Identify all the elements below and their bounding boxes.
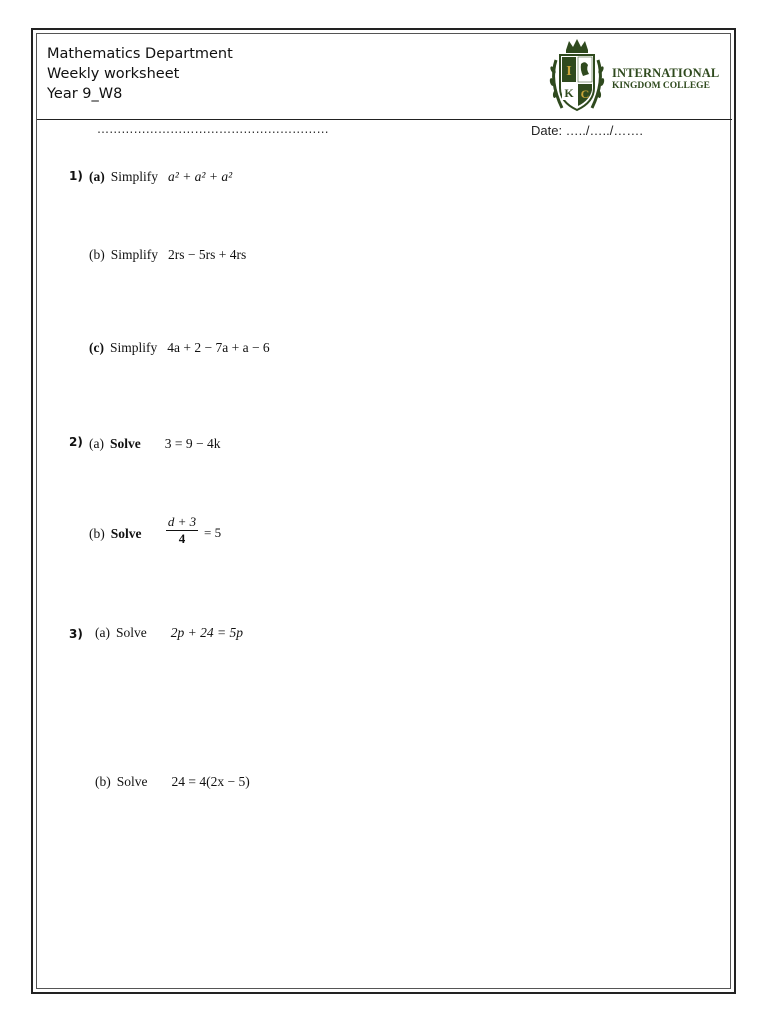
college-name-line2: KINGDOM COLLEGE [612,81,710,91]
year-week: Year 9_W8 [47,86,123,102]
fraction-denominator: 4 [178,531,186,546]
math-expression: 4a + 2 − 7a + a − 6 [167,340,270,355]
instruction-verb: Solve [110,526,142,541]
instruction-verb: Simplify [110,247,159,262]
college-name [612,66,719,91]
question-3a [95,625,243,641]
department-block [47,44,233,104]
part-label: (b) [95,774,111,789]
math-expression: a² + a² + a² [168,169,233,184]
question-1b [89,247,246,263]
department-title: Mathematics Department [47,46,233,62]
crest-letter-c: C [580,87,590,101]
math-expression: 3 = 9 − 4k [164,436,221,451]
math-expression: 2p + 24 = 5p [170,625,243,640]
part-label: (b) [89,247,105,262]
instruction-verb: Solve [109,436,141,451]
part-label: (a) [95,625,110,640]
part-label: (a) [89,169,105,184]
worksheet-type: Weekly worksheet [47,66,180,82]
instruction-verb: Solve [116,774,148,789]
fraction-numerator: d + 3 [167,514,197,529]
header-divider [37,119,732,120]
instruction-verb: Simplify [110,169,159,184]
part-label: (c) [89,340,104,355]
question-2a [89,436,220,452]
instruction-verb: Solve [115,625,147,640]
math-expression: 2rs − 5rs + 4rs [168,247,247,262]
part-label: (b) [89,526,105,541]
crest-letter-i: I [566,64,572,79]
math-expression: 24 = 4(2x − 5) [171,774,250,789]
question-number-2: 2) [69,435,83,449]
college-name-line1: INTERNATIONAL [612,66,720,80]
question-3b [95,774,250,790]
fraction-expression [166,515,198,546]
date-field: Date: …../…../……. [531,123,643,138]
part-label: (a) [89,436,104,451]
question-1c [89,340,270,356]
question-1a [89,169,232,185]
student-name-field: ………………………………………………… [97,122,329,136]
question-number-3: 3) [69,627,83,641]
fraction-rhs: = 5 [204,525,222,540]
question-number-1: 1) [69,169,83,183]
crest-letter-k: K [564,86,574,100]
question-2b [89,526,152,542]
instruction-verb: Simplify [109,340,158,355]
